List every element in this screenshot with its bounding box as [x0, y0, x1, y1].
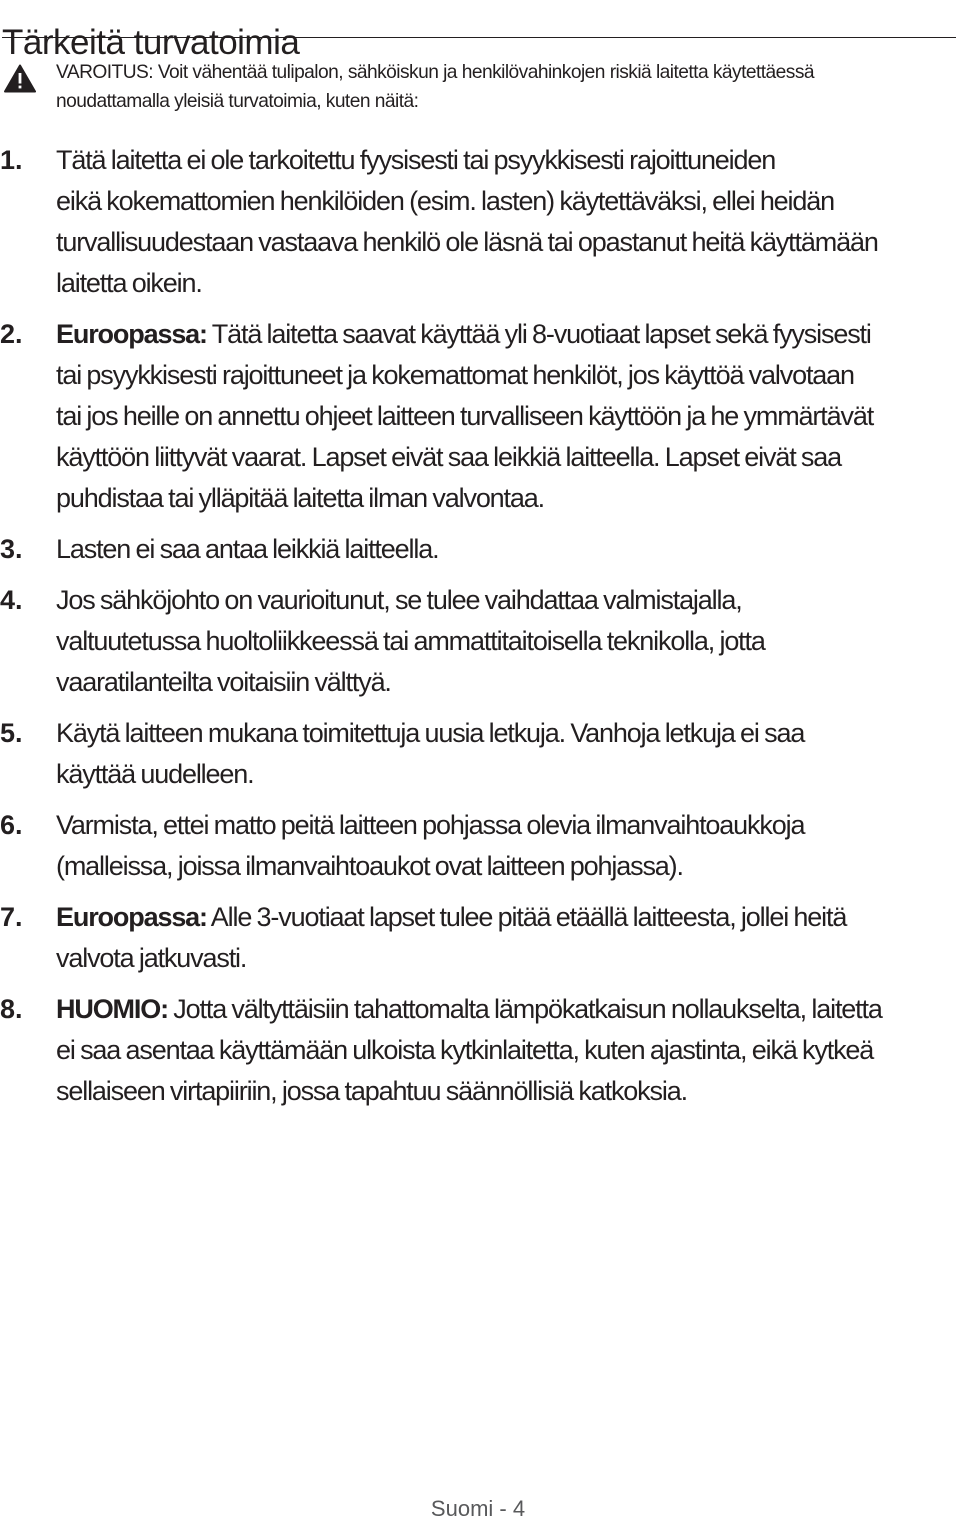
list-item — [0, 580, 960, 703]
warning-triangle-icon — [4, 64, 36, 93]
item-line: Jos sähköjohto on vaurioitunut, se tulee vaihdattaa valmistajalla, — [56, 585, 742, 615]
item-line-text: Tätä laitetta saavat käyttää yli 8-vuotiaat lapset sekä fyysisesti — [211, 319, 871, 349]
item-line: käyttöön liittyvät vaarat. Lapset eivät saa leikkiä laitteella. Lapset eivät saa — [56, 442, 841, 472]
item-lead-label: HUOMIO: — [56, 994, 168, 1024]
item-line: vaaratilanteilta voitaisiin välttyä. — [56, 667, 391, 697]
item-line: eikä kokemattomien henkilöiden (esim. lasten) käytettäväksi, ellei heidän — [56, 186, 834, 216]
item-text — [56, 529, 956, 570]
item-line-text: Alle 3-vuotiaat lapset tulee pitää etäällä laitteesta, jollei heitä — [210, 902, 847, 932]
item-text — [56, 580, 956, 703]
item-number: 2. — [0, 319, 23, 349]
item-text — [56, 314, 956, 519]
item-number: 5. — [0, 718, 23, 748]
item-line: laitetta oikein. — [56, 268, 202, 298]
item-line: ei saa asentaa käyttämään ulkoista kytkinlaitetta, kuten ajastinta, eikä kytkeä — [56, 1035, 874, 1065]
item-line: käyttää uudelleen. — [56, 759, 254, 789]
item-line: tai psyykkisesti rajoittuneet ja kokemattomat henkilöt, jos käyttöä valvotaan — [56, 360, 854, 390]
item-number: 4. — [0, 585, 23, 615]
item-line: Tätä laitetta ei ole tarkoitettu fyysisesti tai psyykkisesti rajoittuneiden — [56, 145, 776, 175]
item-line: tai jos heille on annettu ohjeet laitteen turvalliseen käyttöön ja he ymmärtävät — [56, 401, 874, 431]
item-lead-label: Euroopassa: — [56, 319, 207, 349]
page-number: Suomi - 4 — [430, 1496, 526, 1521]
list-item — [0, 314, 960, 519]
item-line: valvota jatkuvasti. — [56, 943, 247, 973]
list-item — [0, 897, 960, 979]
item-line: sellaiseen virtapiiriin, jossa tapahtuu säännöllisiä katkoksia. — [56, 1076, 687, 1106]
item-text — [56, 805, 956, 887]
page-footer — [0, 1494, 960, 1524]
item-number: 6. — [0, 810, 23, 840]
warning-line: VAROITUS: Voit vähentää tulipalon, sähköiskun ja henkilövahinkojen riskiä laitetta käytettäessä — [56, 62, 814, 83]
item-line: Lasten ei saa antaa leikkiä laitteella. — [56, 534, 439, 564]
item-lead-label: Euroopassa: — [56, 902, 207, 932]
item-line: puhdistaa tai ylläpitää laitetta ilman valvontaa. — [56, 483, 544, 513]
warning-line: noudattamalla yleisiä turvatoimia, kuten näitä: — [56, 91, 419, 112]
item-text — [56, 897, 956, 979]
title-divider — [2, 37, 956, 38]
list-item — [0, 713, 960, 795]
item-line: Käytä laitteen mukana toimitettuja uusia letkuja. Vanhoja letkuja ei saa — [56, 718, 805, 748]
warning-text — [56, 58, 956, 116]
item-text — [56, 989, 956, 1112]
list-item — [0, 140, 960, 304]
item-line — [56, 897, 956, 938]
item-line: Varmista, ettei matto peitä laitteen pohjassa olevia ilmanvaihtoaukkoja — [56, 810, 805, 840]
item-line — [56, 314, 956, 355]
safety-instructions-list — [0, 140, 960, 1122]
item-number: 7. — [0, 902, 23, 932]
item-text — [56, 140, 956, 304]
item-number: 1. — [0, 145, 23, 175]
page-title: Tärkeitä turvatoimia — [2, 23, 300, 63]
item-line: valtuutetussa huoltoliikkeessä tai ammattitaitoisella teknikolla, jotta — [56, 626, 765, 656]
list-item — [0, 989, 960, 1112]
item-number: 3. — [0, 534, 23, 564]
item-line: (malleissa, joissa ilmanvaihtoaukot ovat laitteen pohjassa). — [56, 851, 683, 881]
item-text — [56, 713, 956, 795]
item-line-text: Jotta vältyttäisiin tahattomalta lämpökatkaisun nollaukselta, laitetta — [173, 994, 882, 1024]
item-line: turvallisuudestaan vastaava henkilö ole läsnä tai opastanut heitä käyttämään — [56, 227, 878, 257]
item-line — [56, 989, 956, 1030]
item-number: 8. — [0, 994, 23, 1024]
list-item — [0, 529, 960, 570]
list-item — [0, 805, 960, 887]
